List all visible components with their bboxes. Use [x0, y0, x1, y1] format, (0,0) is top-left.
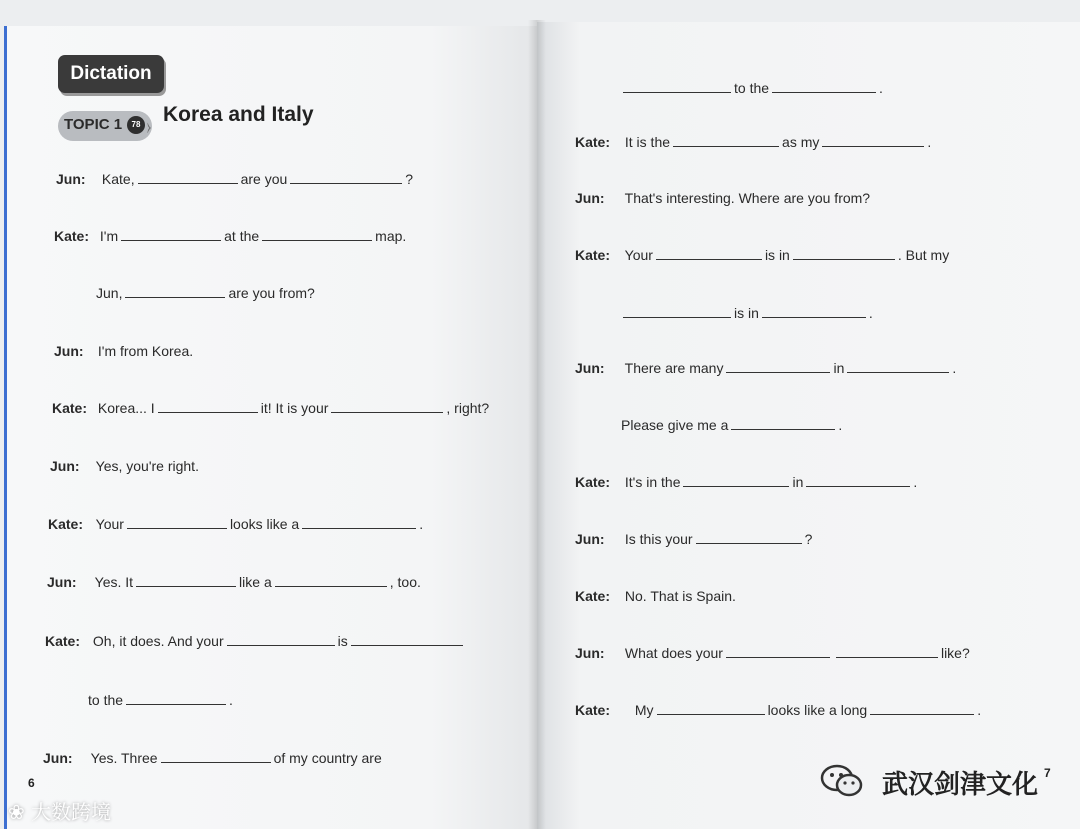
speaker-label: Jun: [47, 574, 77, 590]
speaker-label: Kate: [575, 134, 611, 150]
answer-blank[interactable] [656, 247, 762, 260]
answer-blank[interactable] [683, 474, 789, 487]
speaker-label: Jun: [575, 531, 605, 547]
speaker-label: Kate: [45, 633, 81, 649]
dialogue-line: Kate: Your is in . But my [575, 247, 950, 263]
track-number: 78 [127, 116, 145, 134]
answer-blank[interactable] [847, 360, 949, 373]
answer-blank[interactable] [623, 80, 731, 93]
speaker-label: Jun: [50, 458, 80, 474]
answer-blank[interactable] [351, 633, 463, 646]
answer-blank[interactable] [127, 516, 227, 529]
dialogue-line: Kate: My looks like a long . [575, 702, 982, 718]
speaker-label: Kate: [48, 516, 84, 532]
dialogue-line: Kate: No. That is Spain. [575, 588, 736, 604]
speaker-label: Jun: [43, 750, 73, 766]
answer-blank[interactable] [726, 360, 830, 373]
answer-blank[interactable] [822, 134, 924, 147]
answer-blank[interactable] [657, 702, 765, 715]
left-page-number: 6 [28, 776, 35, 790]
dialogue-line: to the . [88, 692, 233, 708]
answer-blank[interactable] [762, 305, 866, 318]
speaker-label: Kate: [575, 588, 611, 604]
speaker-label: Jun: [54, 343, 84, 359]
speaker-label: Jun: [56, 171, 86, 187]
answer-blank[interactable] [126, 692, 226, 705]
section-tag [58, 55, 164, 93]
answer-blank[interactable] [623, 305, 731, 318]
dialogue-line: Jun: Yes. It like a , too. [47, 574, 421, 590]
dialogue-line: is in . [620, 305, 873, 321]
wechat-icon [820, 764, 864, 798]
dialogue-line: Jun, are you from? [96, 285, 315, 301]
speaker-label: Kate: [575, 247, 611, 263]
answer-blank[interactable] [121, 228, 221, 241]
answer-blank[interactable] [290, 171, 402, 184]
dialogue-line: Kate: I'm at the map. [54, 228, 407, 244]
dialogue-line: Jun: Yes. Three of my country are [43, 750, 382, 766]
dialogue-line: Please give me a . [621, 417, 843, 433]
answer-blank[interactable] [726, 645, 830, 658]
dialogue-line: Kate: Oh, it does. And your is [45, 633, 466, 649]
topic-label: TOPIC 1 [64, 116, 123, 133]
left-page [4, 26, 537, 829]
answer-blank[interactable] [836, 645, 938, 658]
answer-blank[interactable] [806, 474, 910, 487]
watermark-right: 武汉剑津文化 [882, 770, 1039, 800]
speaker-label: Kate: [575, 474, 611, 490]
answer-blank[interactable] [696, 531, 802, 544]
weibo-icon: ❀ [8, 800, 32, 824]
section-tag-label: Dictation [70, 63, 152, 84]
dialogue-line: Jun: I'm from Korea. [54, 343, 194, 359]
topic-title: Korea and Italy [163, 103, 314, 126]
answer-blank[interactable] [772, 80, 876, 93]
answer-blank[interactable] [262, 228, 372, 241]
answer-blank[interactable] [138, 171, 238, 184]
right-page-number: 7 [1044, 766, 1051, 780]
dialogue-line: Kate: It is the as my . [575, 134, 932, 150]
dialogue-line: Kate: Your looks like a . [48, 516, 424, 532]
answer-blank[interactable] [275, 574, 387, 587]
dialogue-line: to the . [620, 80, 883, 96]
answer-blank[interactable] [793, 247, 895, 260]
dialogue-line: Kate: It's in the in . [575, 474, 918, 490]
speaker-label: Kate: [575, 702, 611, 718]
answer-blank[interactable] [731, 417, 835, 430]
dialogue-line: Jun: What does your like? [575, 645, 970, 661]
speaker-label: Kate: [52, 400, 88, 416]
speaker-label: Kate: [54, 228, 90, 244]
speaker-label: Jun: [575, 190, 605, 206]
answer-blank[interactable] [302, 516, 416, 529]
answer-blank[interactable] [161, 750, 271, 763]
answer-blank[interactable] [136, 574, 236, 587]
dialogue-line: Jun: That's interesting. Where are you from? [575, 190, 871, 206]
answer-blank[interactable] [125, 285, 225, 298]
dialogue-line: Kate: Korea... I it! It is your , right? [52, 400, 490, 416]
book-gutter [528, 20, 546, 829]
answer-blank[interactable] [331, 400, 443, 413]
dialogue-line: Jun: Yes, you're right. [50, 458, 199, 474]
answer-blank[interactable] [673, 134, 779, 147]
answer-blank[interactable] [227, 633, 335, 646]
answer-blank[interactable] [158, 400, 258, 413]
dialogue-line: Jun: There are many in . [575, 360, 957, 376]
audio-speaker-icon: ⧽ [147, 120, 152, 134]
speaker-label: Jun: [575, 645, 605, 661]
topic-badge [58, 111, 152, 141]
watermark-left: ❀ 大数跨境 [8, 800, 112, 824]
dialogue-line: Jun: Kate, are you ? [56, 171, 414, 187]
answer-blank[interactable] [870, 702, 974, 715]
speaker-label: Jun: [575, 360, 605, 376]
dialogue-line: Jun: Is this your ? [575, 531, 813, 547]
